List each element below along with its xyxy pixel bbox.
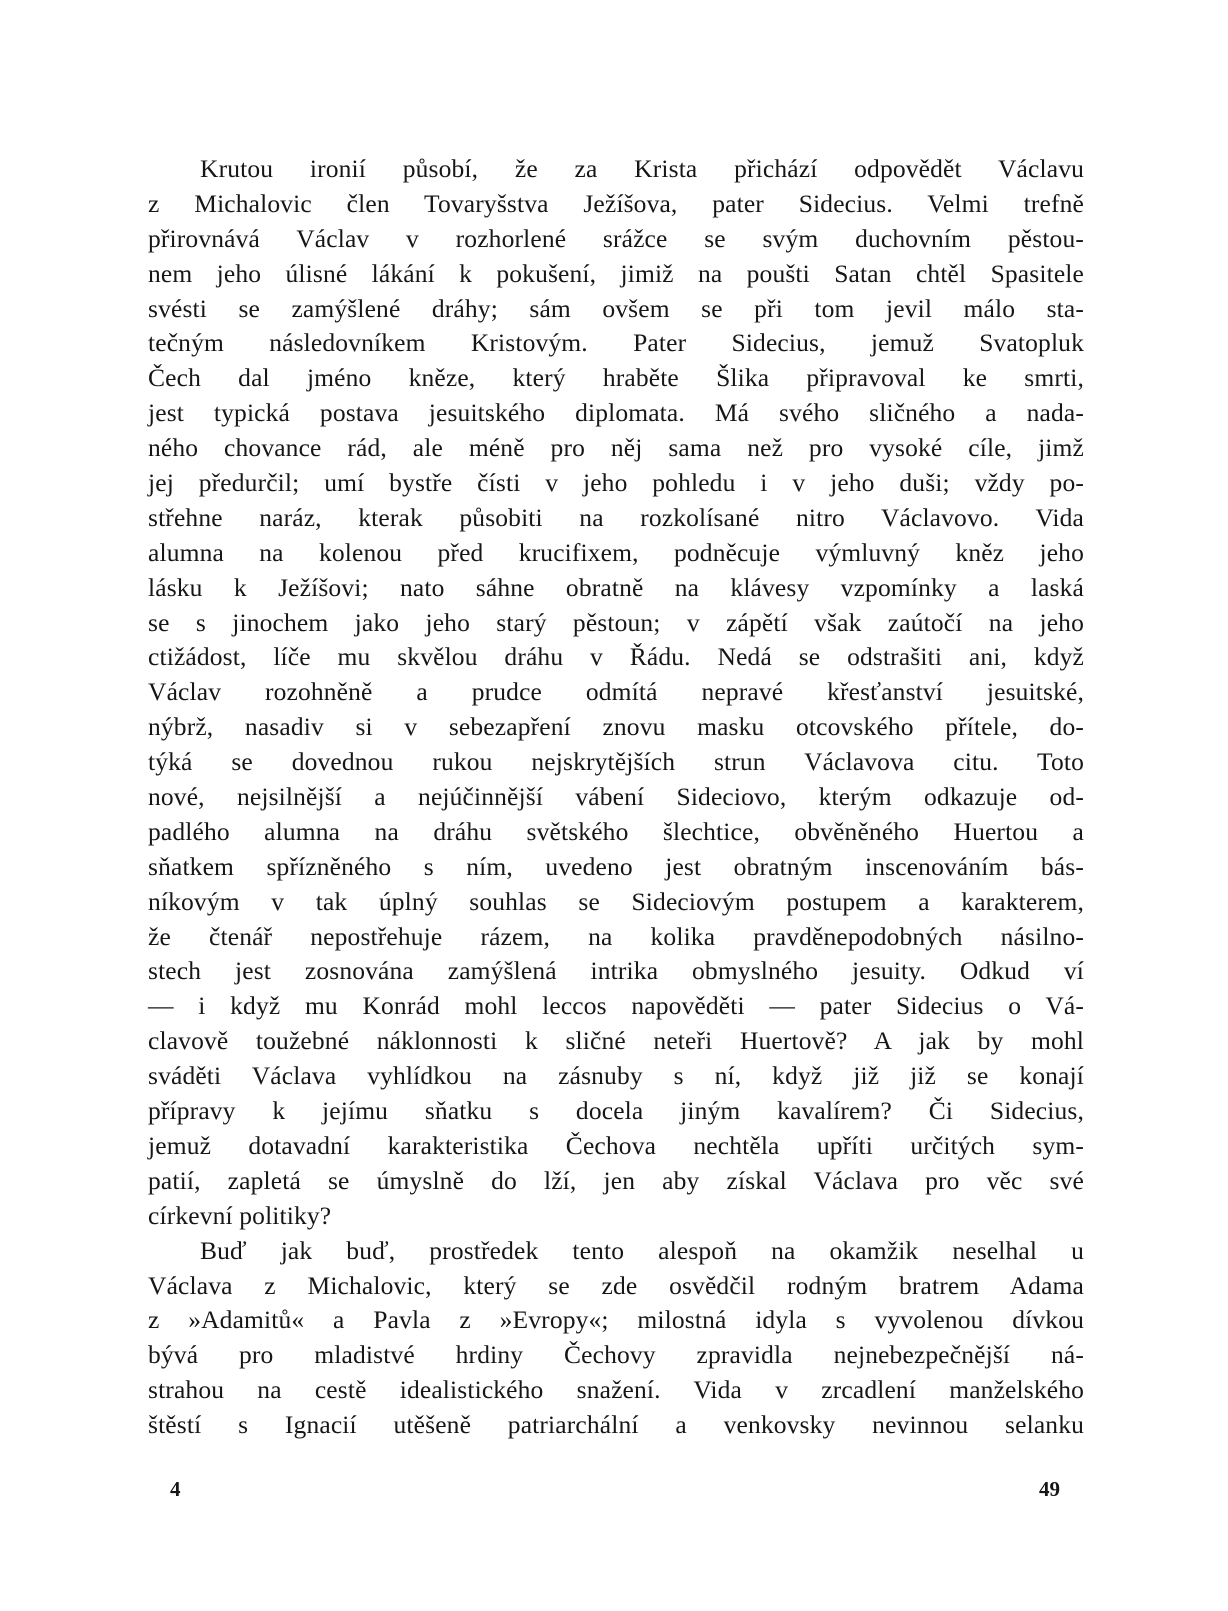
text-line: Krutou ironií působí, že za Krista přichází odpovědět Václavu (200, 154, 1084, 183)
text-line: jej předurčil; umí bystře čísti v jeho pohledu i v jeho duši; vždy po- (148, 468, 1084, 498)
text-line: Buď jak buď, prostředek tento alespoň na okamžik neselhal u (200, 1235, 1084, 1265)
text-line: nem jeho úlisné lákání k pokušení, jimiž na poušti Satan chtěl Spasitele (148, 258, 1084, 288)
text-line: Václava z Michalovic, který se zde osvědčil rodným bratrem Adama (148, 1270, 1084, 1300)
printer-signature-mark: 4 (170, 1477, 181, 1501)
text-line: z Michalovic člen Tovaryšstva Ježíšova, pater Sidecius. Velmi trefně (148, 188, 1084, 218)
text-line: Václav rozohněně a prudce odmítá nepravé křesťanství jesuitské, (148, 677, 1084, 707)
text-line: alumna na kolenou před krucifixem, podněcuje výmluvný kněz jeho (148, 537, 1084, 567)
text-line: jemuž dotavadní karakteristika Čechova nechtěla upříti určitých sym- (148, 1130, 1084, 1160)
text-line: ného chovance rád, ale méně pro něj sama než pro vysoké cíle, jimž (148, 433, 1084, 463)
text-line: z »Adamitů« a Pavla z »Evropy«; milostná idyla s vyvolenou dívkou (148, 1305, 1084, 1335)
text-line: přípravy k jejímu sňatku s docela jiným kavalírem? Či Sidecius, (148, 1096, 1084, 1126)
body-text (148, 152, 1084, 1443)
text-line: — i když mu Konrád mohl leccos napověděti — pater Sidecius o Vá- (148, 991, 1084, 1021)
text-line: sváděti Václava vyhlídkou na zásnuby s ní, když již již se konají (148, 1061, 1084, 1091)
text-line: že čtenář nepostřehuje rázem, na kolika pravděnepodobných násilno- (148, 921, 1084, 951)
text-line: stech jest zosnována zamýšlená intrika obmyslného jesuity. Odkud ví (148, 956, 1084, 986)
page-footer (0, 1475, 1228, 1503)
text-line: nové, nejsilnější a nejúčinnější vábení Sideciovo, kterým odkazuje od- (148, 782, 1084, 812)
paragraph (148, 152, 1084, 1234)
page-number: 49 (1039, 1477, 1060, 1501)
text-line: přirovnává Václav v rozhorlené srážce se svým duchovním pěstou- (148, 223, 1084, 253)
text-line: se s jinochem jako jeho starý pěstoun; v zápětí však zaútočí na jeho (148, 607, 1084, 637)
text-line: níkovým v tak úplný souhlas se Sideciovým postupem a karakterem, (148, 886, 1084, 916)
text-line: patií, zapletá se úmyslně do lží, jen aby získal Václava pro věc své (148, 1165, 1084, 1195)
text-line: nýbrž, nasadiv si v sebezapření znovu masku otcovského přítele, do- (148, 712, 1084, 742)
text-line: lásku k Ježíšovi; nato sáhne obratně na klávesy vzpomínky a laská (148, 572, 1084, 602)
text-line: Čech dal jméno kněze, který hraběte Šlika připravoval ke smrti, (148, 363, 1084, 393)
text-line: strahou na cestě idealistického snažení. Vida v zrcadlení manželského (148, 1375, 1084, 1405)
text-line: padlého alumna na dráhu světského šlechtice, obvěněného Huertou a (148, 816, 1084, 846)
text-line: štěstí s Ignacií utěšeně patriarchální a venkovsky nevinnou selanku (148, 1410, 1084, 1440)
text-line: jest typická postava jesuitského diplomata. Má svého sličného a nada- (148, 398, 1084, 428)
text-line: bývá pro mladistvé hrdiny Čechovy zpravidla nejnebezpečnější ná- (148, 1340, 1084, 1370)
paragraph (148, 1234, 1084, 1443)
text-line: ctižádost, líče mu skvělou dráhu v Řádu. Nedá se odstrašiti ani, když (148, 642, 1084, 672)
text-line: clavově toužebné náklonnosti k sličné neteři Huertově? A jak by mohl (148, 1026, 1084, 1056)
text-line: svésti se zamýšlené dráhy; sám ovšem se při tom jevil málo sta- (148, 293, 1084, 323)
text-line: tečným následovníkem Kristovým. Pater Sidecius, jemuž Svatopluk (148, 328, 1084, 358)
text-line: církevní politiky? (148, 1200, 332, 1230)
text-line: sňatkem spřízněného s ním, uvedeno jest obratným inscenováním bás- (148, 851, 1084, 881)
text-line: týká se dovednou rukou nejskrytějších strun Václavova citu. Toto (148, 747, 1084, 777)
text-line: střehne naráz, kterak působiti na rozkolísané nitro Václavovo. Vida (148, 502, 1084, 532)
